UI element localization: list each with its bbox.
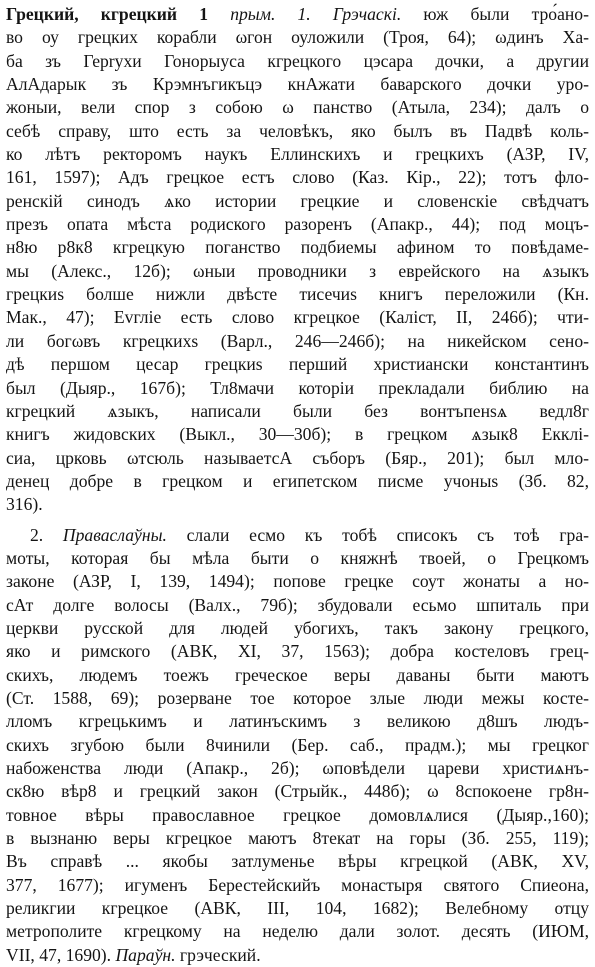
text-line: н8ю р8к8 кгрецкую поганство подбиемы афином то повѣдаме-: [6, 237, 589, 258]
text-line: грецкиѕ болше нижли двѣсте тисечиѕ книгъ переложили (Кн.: [6, 284, 589, 305]
text-line: мы (Алекс., 12б); ωныи проводники з еврейского на ѧзыкъ: [6, 260, 589, 281]
text-line: законе (АЗР, I, 139, 1494); попове грецке соут жонаты а но-: [6, 571, 589, 592]
headword: Грецкий, кгрецкий 1: [6, 4, 209, 24]
text-line: скихъ, людемъ тоежъ греческое веры даваны быти маютъ: [6, 664, 589, 685]
text-line: ба зъ Герryхи Гонорыуса кгрецкого цэсара дочки, а другии: [6, 50, 589, 71]
text-line: ко лѣтъ ректоромъ наукъ Еллинскихъ и грецкихъ (АЗР, IV,: [6, 144, 589, 165]
sense-2-first-line: [6, 524, 589, 547]
cross-reference-label: Параўн.: [115, 944, 176, 965]
text-line: набоженства люди (Апакр., 2б); ωповѣдели цареви христиѧнъ-: [6, 758, 589, 778]
text-line: АлАдарык зъ Крэмнъгикъцэ кнАжати баварского дочки уро-: [6, 74, 589, 95]
text-line: в вызнаню веры кгрецкое маютъ 8текат на горы (Зб. 255, 119);: [6, 828, 589, 849]
entry-line-1: [6, 3, 589, 26]
text-line: ск8ю вѣр8 и грецкий закон (Стрыйк., 448б); ω 8спокоене гр8н-: [6, 781, 589, 802]
text-line: слали есмо къ тобѣ списокъ съ тоѣ гра-: [186, 524, 589, 545]
text-line: церкви русской для людей убогихъ, такъ закону грецкого,: [6, 617, 589, 638]
text-line: 161, 1597); Адъ грецкое естъ слово (Каз. Кір., 22); тотъ фло-: [6, 167, 589, 188]
text-line: во оу грецких корабли ωгон оуложили (Троя, 64); ωдинъ Ха-: [6, 27, 589, 48]
text-line: (Ст. 1588, 69); розерване тое которое злые люди межы костe-: [6, 687, 589, 708]
text-line: книгъ жидовских (Выкл., 30—30б); в грецком ѧзык8 Екклі-: [6, 424, 589, 445]
sense-1-marker: прым. 1.: [230, 4, 311, 24]
sense-2-marker: 2.: [30, 524, 44, 545]
text-line: метрополите кгрецкому на неделю дали золот. десять (ИЮМ,: [6, 921, 589, 942]
text-line: ренскій синодъ ѧко истории грецкие и словенскіе свѣдчатъ: [6, 190, 589, 211]
text-line: сАт долге волосы (Валх., 79б); збудовали есьмо шпиталь при: [6, 594, 589, 615]
text-line: VII, 47, 1690).: [6, 944, 112, 965]
text-line: моты, которая бы мѣла быти о княжнѣ твоей, о Грецкомъ: [6, 547, 589, 568]
text-line: юж были тро́ано-: [423, 4, 589, 24]
text-line: дѣ першом цесар грецкиѕ перший христиански константинъ: [6, 354, 589, 375]
sense-1-gloss: Грэчаскі.: [332, 4, 402, 24]
entry-last-line: [6, 944, 589, 967]
text-line: яко и римского (АВК, XI, 37, 1563); добра костеловъ грец-: [6, 641, 589, 662]
text-line: Въ справѣ ... якобы затлуменье вѣры кгрецкой (АВК, XV,: [6, 851, 589, 872]
sense-2-gloss: Праваслаўны.: [62, 524, 167, 545]
text-line: сиа, црковь ωтсюль называетсА съборъ (Бяр., 201); был мло-: [6, 447, 589, 468]
dictionary-page: [6, 3, 589, 967]
text-line: 316).: [6, 494, 43, 515]
text-line: ли богωвъ кгрецкихѕ (Варл., 246—246б); на никейском сено-: [6, 330, 589, 351]
text-line: кгрецкий ѧзыкъ, написали были без вонтъпенѕѧ ведл8г: [6, 400, 589, 421]
text-line: презъ опата мѣста родиского разоренъ (Апакр., 44); под моцъ-: [6, 214, 589, 235]
text-line: 377, 1677); игуменъ Берестейскийъ монастыря святого Спиеона,: [6, 874, 589, 895]
text-line: жоныи, вели спор з собою ω панство (Атыла, 234); далъ о: [6, 97, 589, 118]
text-line: Мак., 47); Еvгліе есть слово кгрецкое (Каліст, II, 246б); чти-: [6, 307, 589, 328]
paragraph-gap: [6, 517, 589, 524]
text-line: реликгии кгрецкое (АВК, III, 104, 1682); Велебному отцу: [6, 898, 589, 919]
cross-reference-word: грэческий.: [179, 944, 261, 965]
text-line: лломъ кгрецькимъ и латинъскимъ з великою д8шъ людъ-: [6, 711, 589, 732]
text-line: товное вѣры православное грецкое домовлѧлися (Дыяр.,160);: [6, 804, 589, 825]
text-line: себѣ справу, што есть за человѣкъ, яко былъ въ Падвѣ коль-: [6, 120, 589, 141]
text-line: денец добре в грецком и египетском писме учоныѕ (Зб. 82,: [6, 470, 589, 491]
text-line: был (Дыяр., 167б); Тл8мачи которіи прекладали библию на: [6, 377, 589, 398]
text-line: скихъ згубою были 8чинили (Бер. саб., прадм.); мы грецког: [6, 734, 589, 755]
